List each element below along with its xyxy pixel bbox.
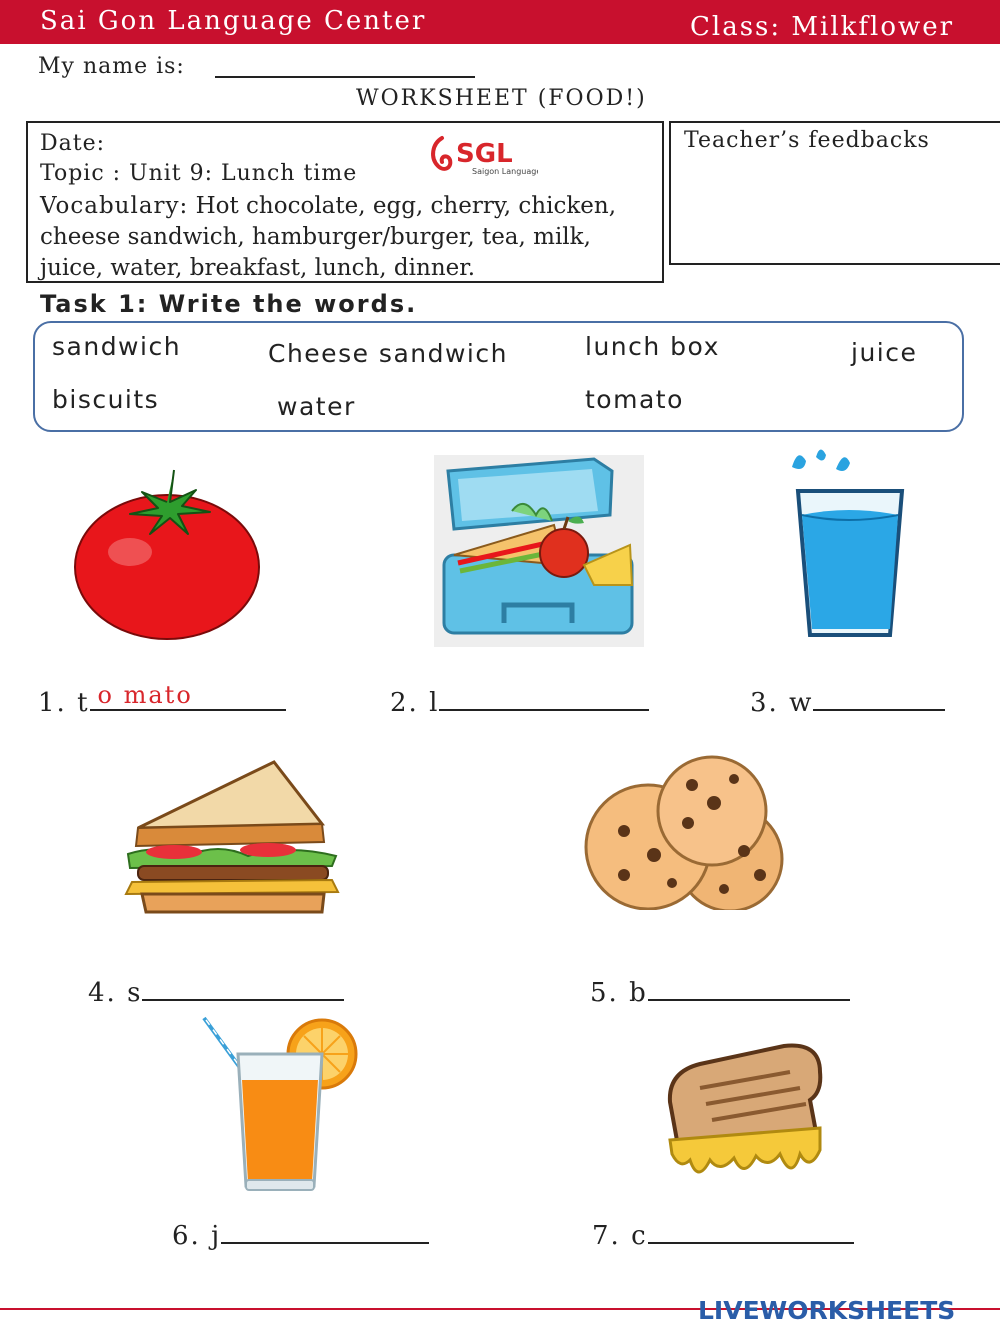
word-bank-item: Cheese sandwich (268, 339, 508, 368)
vocabulary-block (40, 191, 660, 284)
answer-text: o mato (97, 681, 193, 709)
vocab-text: Hot chocolate, egg, cherry, chicken, cheese sandwich, hamburger/burger, tea, milk, juice, water, breakfast, lunch, dinner. (40, 193, 617, 281)
center-name: Sai Gon Language Center (40, 6, 427, 36)
question-number: 6. (172, 1221, 201, 1251)
logo-subtext: Saigon Language (472, 167, 538, 176)
question-number: 4. (88, 978, 117, 1008)
question-start-letter: b (629, 978, 648, 1008)
question-start-letter: j (211, 1221, 222, 1251)
topic-text: Topic : Unit 9: Lunch time (40, 161, 358, 186)
date-label: Date: (40, 131, 106, 156)
question-start-letter: w (789, 688, 814, 718)
answer-field-4[interactable] (142, 977, 344, 1001)
question-7 (592, 1220, 854, 1251)
task-1-title: Task 1: Write the words. (40, 290, 418, 318)
question-5 (590, 977, 850, 1008)
word-bank-item: lunch box (585, 332, 720, 361)
answer-field-2[interactable] (439, 687, 649, 711)
biscuits-image (584, 755, 796, 910)
feedback-label: Teacher’s feedbacks (684, 128, 930, 153)
question-start-letter: c (631, 1221, 648, 1251)
class-label: Class: Milkflower (690, 12, 955, 42)
answer-field-7[interactable] (648, 1220, 854, 1244)
cheese-sandwich-image (660, 1042, 826, 1190)
question-6 (172, 1220, 429, 1251)
word-bank-item: biscuits (52, 385, 160, 414)
answer-field-3[interactable] (813, 687, 945, 711)
answer-field-1[interactable] (90, 681, 286, 711)
tomato-image (70, 462, 265, 642)
question-start-letter: l (429, 688, 440, 718)
worksheet-title: WORKSHEET (FOOD!) (356, 86, 647, 111)
lunch-box-image (434, 455, 644, 647)
name-field[interactable] (215, 76, 475, 78)
question-3 (750, 687, 945, 718)
question-2 (390, 687, 649, 718)
question-start-letter: s (127, 978, 143, 1008)
word-bank-item: juice (851, 338, 918, 367)
sgl-logo (428, 132, 538, 180)
word-bank-item: water (277, 392, 356, 421)
juice-image (198, 1014, 364, 1194)
vocab-label: Vocabulary: (40, 193, 189, 219)
logo-text: SGL (456, 139, 513, 169)
answer-field-5[interactable] (648, 977, 850, 1001)
question-1 (38, 681, 286, 718)
question-number: 1. (38, 688, 67, 718)
question-number: 2. (390, 688, 419, 718)
word-bank-item: tomato (585, 385, 684, 414)
question-start-letter: t (77, 688, 90, 718)
question-number: 7. (592, 1221, 621, 1251)
water-glass-image (778, 443, 918, 643)
question-4 (88, 977, 344, 1008)
sandwich-image (118, 758, 346, 916)
question-number: 5. (590, 978, 619, 1008)
liveworksheets-logo[interactable]: LIVEWORKSHEETS (698, 1296, 956, 1325)
name-label: My name is: (38, 54, 185, 79)
question-number: 3. (750, 688, 779, 718)
word-bank-item: sandwich (52, 332, 182, 361)
answer-field-6[interactable] (221, 1220, 429, 1244)
